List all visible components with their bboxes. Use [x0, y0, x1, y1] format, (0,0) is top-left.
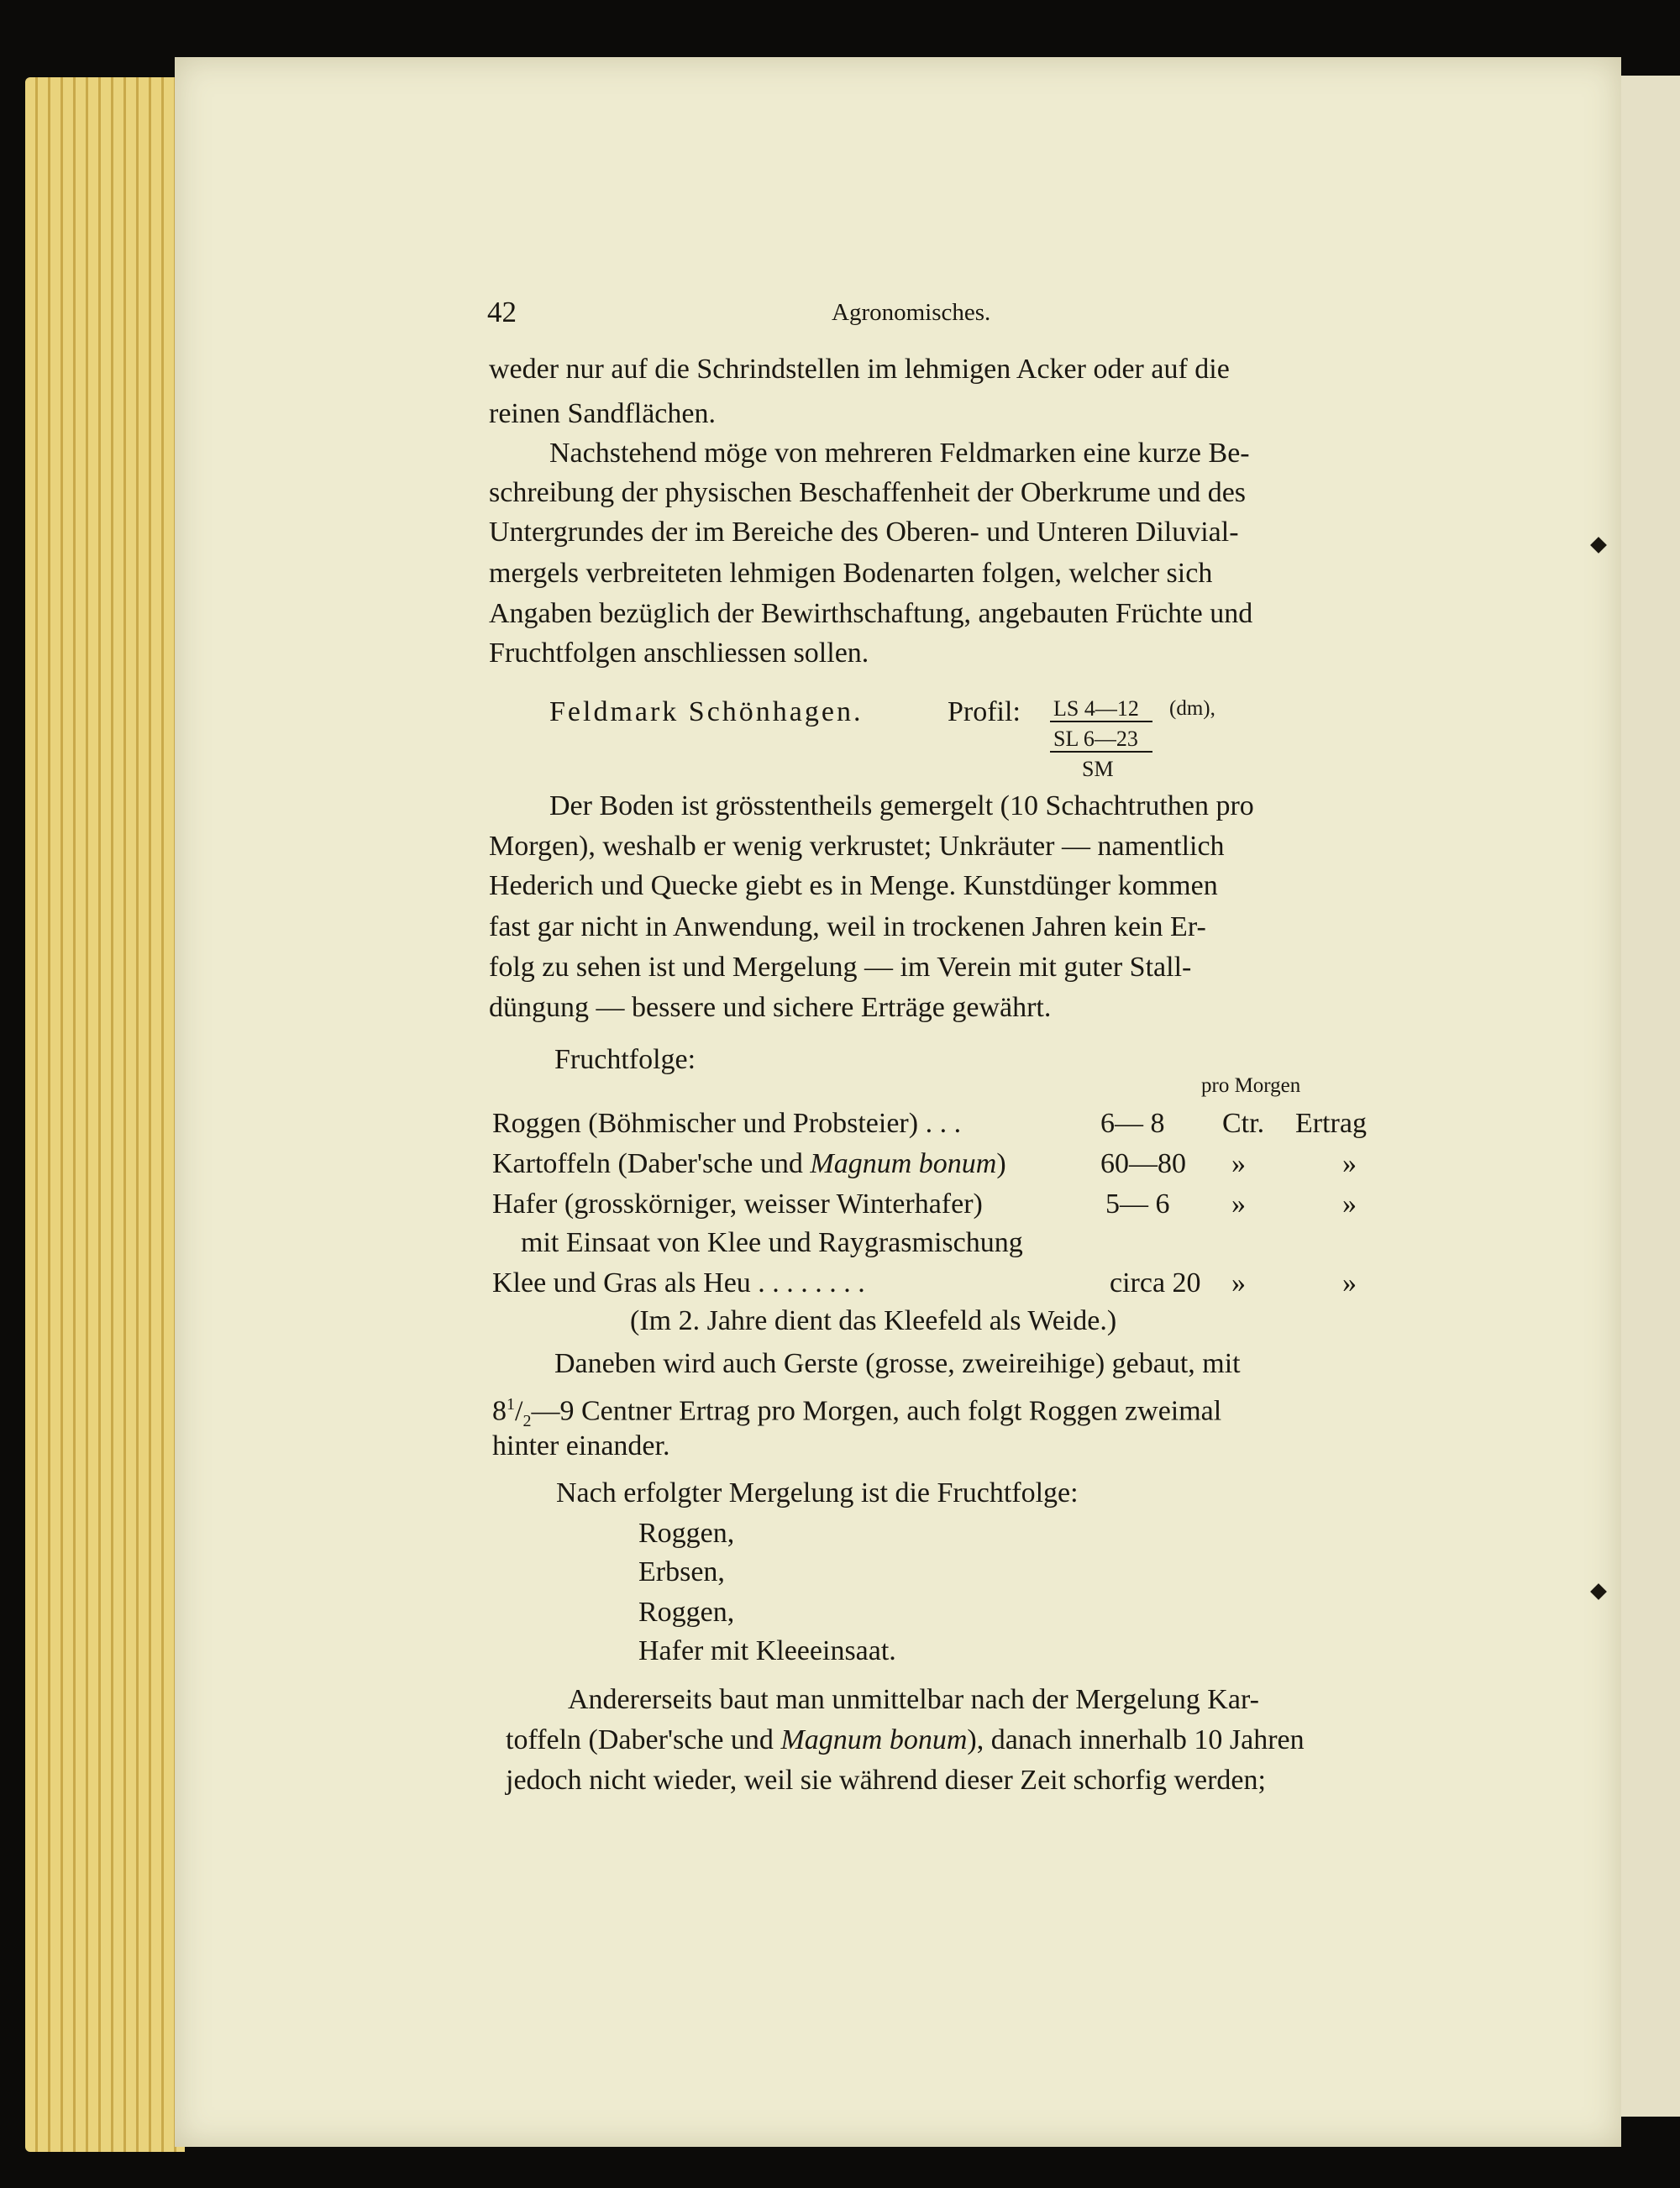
line-text: Morgen), weshalb er wenig verkrustet; Unkräuter — namentlich — [489, 831, 1225, 862]
yield-unit: » — [1231, 1188, 1246, 1220]
running-title: Agronomisches. — [832, 299, 991, 326]
line-text: Nach erfolgter Mergelung ist die Fruchtfolge: — [556, 1477, 1079, 1509]
text-line — [489, 869, 1218, 903]
text-line — [489, 353, 1396, 386]
list-item: Roggen, — [638, 1597, 735, 1628]
page-number: 42 — [487, 296, 517, 328]
line-text: düngung — bessere und sichere Erträge gewährt. — [489, 992, 1052, 1023]
text-line — [489, 557, 1212, 590]
text-line — [489, 951, 1191, 984]
text-line — [506, 1764, 1266, 1797]
fraction-numerator: 1 — [507, 1395, 515, 1414]
yield-value: circa 20 — [1110, 1267, 1201, 1299]
yield-value: 60—80 — [1100, 1148, 1186, 1179]
crop-text-end: ) — [996, 1148, 1006, 1179]
table-subline: mit Einsaat von Klee und Raygrasmischung — [521, 1227, 1023, 1258]
text-line — [489, 830, 1225, 863]
text-line — [554, 1347, 1241, 1381]
yield-unit-2: » — [1342, 1267, 1357, 1299]
line-text: toffeln (Daber'sche und — [506, 1724, 781, 1755]
yield-unit: » — [1231, 1148, 1246, 1179]
line-text: —9 Centner Ertrag pro Morgen, auch folgt Roggen zweimal — [531, 1395, 1222, 1427]
yield-value: 6— 8 — [1100, 1108, 1165, 1139]
list-item: Roggen, — [638, 1518, 735, 1549]
fraction-slash: / — [515, 1395, 523, 1427]
line-text: reinen Sandflächen. — [489, 398, 716, 429]
profile-top: LS 4—12 — [1053, 696, 1139, 721]
line-text: Daneben wird auch Gerste (grosse, zweireihige) gebaut, mit — [554, 1348, 1241, 1379]
facing-page-edge — [1611, 76, 1680, 2117]
profil-word: Profil: — [948, 696, 1021, 727]
crop-name — [492, 1147, 1006, 1181]
text-line — [489, 597, 1252, 631]
fraction-whole: 8 — [492, 1395, 507, 1427]
line-text: mergels verbreiteten lehmigen Bodenarten folgen, welcher sich — [489, 558, 1213, 589]
line-text: ), danach innerhalb 10 Jahren — [967, 1724, 1305, 1755]
crop-name: Klee und Gras als Heu . . . . . . . . — [492, 1267, 865, 1299]
yield-unit-2: » — [1342, 1148, 1357, 1179]
list-item: Hafer mit Kleeeinsaat. — [638, 1635, 896, 1666]
line-text: schreibung der physischen Beschaffenheit der Oberkrume und des — [489, 477, 1247, 508]
text-line — [489, 476, 1246, 510]
feldmark-name: Feldmark Schönhagen. — [549, 696, 864, 727]
line-text: jedoch nicht wieder, weil sie während dieser Zeit schorfig werden; — [506, 1765, 1266, 1796]
text-line — [489, 637, 869, 670]
profile-bottom: SM — [1082, 757, 1114, 781]
yield-unit: Ctr. — [1222, 1108, 1265, 1139]
crop-text: Kartoffeln (Daber'sche und — [492, 1148, 811, 1179]
line-text: Untergrundes der im Bereiche des Oberen- und Unteren Diluvial- — [489, 517, 1239, 548]
yield-unit: » — [1231, 1267, 1246, 1299]
line-text: weder nur auf die Schrindstellen im lehmigen Acker oder auf die — [489, 354, 1230, 385]
text-line — [568, 1683, 1259, 1717]
fruchtfolge-heading: Fruchtfolge: — [554, 1044, 696, 1075]
line-text: fast gar nicht in Anwendung, weil in trockenen Jahren kein Er- — [489, 911, 1206, 942]
line-text: folg zu sehen ist und Mergelung — im Verein mit guter Stall- — [489, 952, 1192, 983]
profile-label — [549, 695, 864, 729]
text-line — [489, 991, 1051, 1025]
list-item: Erbsen, — [638, 1556, 725, 1587]
crop-name: Roggen (Böhmischer und Probsteier) . . . — [492, 1108, 962, 1139]
crop-variety: Magnum bonum — [780, 1724, 968, 1755]
profile-unit: (dm), — [1169, 697, 1215, 720]
profile-middle: SL 6—23 — [1053, 727, 1138, 751]
text-line — [489, 516, 1239, 549]
crop-variety: Magnum bonum — [810, 1148, 997, 1179]
line-text: Nachstehend möge von mehreren Feldmarken eine kurze Be- — [549, 438, 1250, 469]
line-text: Angaben bezüglich der Bewirthschaftung, angebauten Früchte und — [489, 598, 1253, 629]
crop-name: Hafer (grosskörniger, weisser Winterhafer) — [492, 1188, 983, 1220]
text-line — [489, 397, 716, 431]
text-line — [556, 1477, 1079, 1510]
text-line — [492, 1430, 669, 1463]
yield-unit-2: Ertrag — [1295, 1108, 1367, 1139]
table-note: (Im 2. Jahre dient das Kleefeld als Weide.) — [630, 1305, 1117, 1336]
text-line — [506, 1724, 1305, 1757]
yield-unit-2: » — [1342, 1188, 1357, 1220]
line-text: Andererseits baut man unmittelbar nach der Mergelung Kar- — [568, 1684, 1259, 1715]
text-line — [489, 910, 1206, 944]
fraction-denominator: 2 — [522, 1412, 532, 1431]
column-header: pro Morgen — [1201, 1074, 1301, 1097]
line-text: Fruchtfolgen anschliessen sollen. — [489, 638, 869, 669]
text-line — [549, 437, 1394, 470]
book-page-edges — [25, 77, 185, 2152]
yield-value: 5— 6 — [1105, 1188, 1170, 1220]
line-text: hinter einander. — [492, 1430, 670, 1461]
line-text: Der Boden ist grösstentheils gemergelt (10 Schachtruthen pro — [549, 790, 1254, 821]
text-line — [549, 790, 1254, 823]
line-text: Hederich und Quecke giebt es in Menge. Kunstdünger kommen — [489, 870, 1218, 901]
